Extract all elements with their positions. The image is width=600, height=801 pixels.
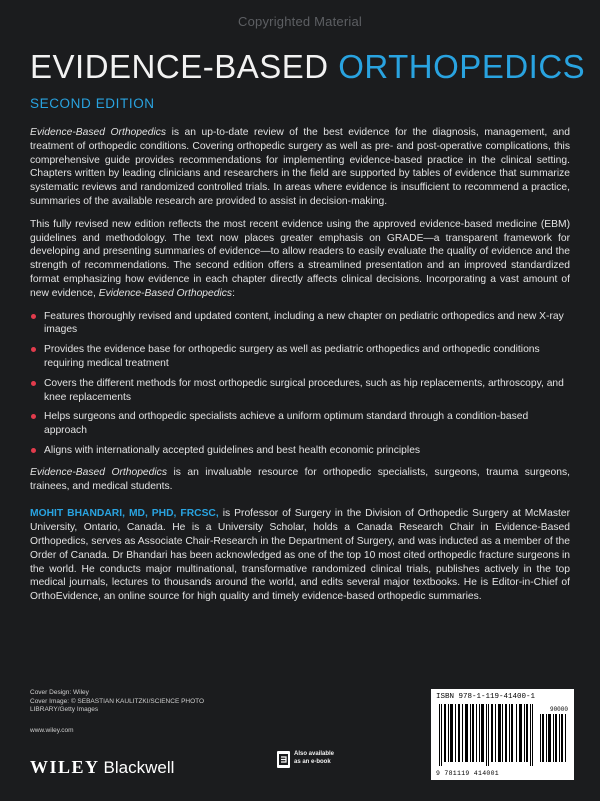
audience-text: is an invaluable resource for orthopedic specialists, surgeons, trauma surgeons, trainees, and medical students. bbox=[30, 466, 570, 492]
bullet-icon bbox=[31, 347, 36, 352]
wiley-wordmark: WILEY bbox=[30, 757, 100, 777]
publisher-website[interactable]: www.wiley.com bbox=[30, 727, 74, 734]
bullet-icon bbox=[31, 314, 36, 319]
author-name: MOHIT BHANDARI, MD, PHD, FRCSC, bbox=[30, 508, 219, 520]
book-title-italic: Evidence-Based Orthopedics bbox=[30, 466, 167, 478]
book-title bbox=[30, 48, 585, 86]
cover-design-credit: Cover Design: Wiley bbox=[30, 689, 89, 696]
title-part-1: EVIDENCE-BASED bbox=[30, 48, 339, 85]
ebook-line-2: as an e-book bbox=[294, 758, 331, 765]
intro-text: is an up-to-date review of the best evidence for the diagnosis, management, and treatment of orthopedic conditions. Covering orthopedic surgery as well as pre- and post-operative complications, this comprehensive guide provides recommendations for implementing evidence-based practice in the clinical setting. Chapters written by leading clinicians and researchers in the field are supported by tables of evidence that summarize systematic reviews and randomized controlled trials. In areas where evidence is insufficient to recommend a practice, summaries of the available research are provided to assist in decision-making. bbox=[30, 127, 570, 207]
feature-list bbox=[30, 310, 570, 458]
ebook-badge bbox=[277, 751, 334, 768]
list-item bbox=[30, 377, 570, 405]
barcode-icon bbox=[437, 704, 568, 766]
list-item bbox=[30, 310, 570, 338]
ebook-line-1: Also available bbox=[294, 751, 335, 757]
book-title-italic: Evidence-Based Orthopedics bbox=[98, 287, 233, 299]
bullet-icon bbox=[31, 414, 36, 419]
colon: : bbox=[232, 287, 235, 299]
barcode-number: 9 781119 414001 bbox=[436, 770, 500, 777]
list-item-text: Provides the evidence base for orthopedic surgery as well as pediatric orthopedics and orthopedic conditions requiring medical treatment bbox=[44, 344, 540, 369]
cover-credits bbox=[30, 689, 230, 715]
bio-text: is Professor of Surgery in the Division of Orthopedic Surgery at McMaster University, Ontario, Canada. He is a University Scholar, holds a Canada Research Chair in Evidence-Based Orthopedics, serves as Associate Chair-Research in the Department of Surgery, and was inducted as a member of the Order of Canada. Dr Bhandari has been acknowledged as one of the top 10 most cited orthopedic fracture surgeons in the world. He conducts major multinational, transformative randomized clinical trials, publishes actively in the top medical journals, lectures to thousands around the world, and edits several major textbooks. He is Editor-in-Chief of OrthoEvidence, an online source for high quality and timely evidence-based orthopedic summaries. bbox=[30, 508, 570, 603]
price-addon: 90000 bbox=[549, 706, 568, 713]
audience-paragraph bbox=[30, 466, 570, 494]
second-edition-paragraph bbox=[30, 218, 570, 301]
bullet-icon bbox=[31, 381, 36, 386]
book-title-italic: Evidence-Based Orthopedics bbox=[30, 127, 167, 138]
isbn-barcode bbox=[431, 689, 574, 780]
cover-image-credit: Cover Image: © SEBASTIAN KAULITZKI/SCIENCE PHOTO LIBRARY/Getty Images bbox=[30, 697, 205, 713]
edition-label: SECOND EDITION bbox=[30, 96, 155, 111]
publisher-logo bbox=[30, 757, 174, 778]
ebook-icon bbox=[277, 751, 290, 768]
isbn-label: ISBN 978-1-119-41400-1 bbox=[436, 693, 536, 701]
list-item-text: Features thoroughly revised and updated content, including a new chapter on pediatric orthopedics and new X-ray images bbox=[44, 310, 564, 336]
ebook-text bbox=[294, 751, 334, 766]
list-item bbox=[30, 343, 570, 371]
list-item bbox=[30, 444, 570, 458]
list-item-text: Aligns with internationally accepted guidelines and best health economic principles bbox=[44, 444, 421, 456]
blackwell-wordmark: Blackwell bbox=[103, 758, 175, 777]
edition-text: This fully revised new edition reflects the most recent evidence using the approved evidence-based medicine (EBM) guidelines and methodology. The text now places greater emphasis on GRADE—a transparent framework for developing and presenting summaries of evidence—to allow readers to easily evaluate the quality of evidence and the strength of recommendations. The second edition offers a streamlined presentation and an improved standardized format emphasizing how evidence in each chapter directly affects clinical decisions. Incorporating a vast amount of new evidence, bbox=[30, 218, 570, 299]
watermark: Copyrighted Material bbox=[238, 14, 362, 29]
list-item-text: Helps surgeons and orthopedic specialists achieve a uniform optimum standard through a condition-based approach bbox=[44, 411, 529, 437]
intro-paragraph bbox=[30, 126, 570, 209]
body-text bbox=[30, 126, 570, 613]
title-part-2: ORTHOPEDICS bbox=[338, 48, 586, 85]
bullet-icon bbox=[31, 448, 36, 453]
list-item bbox=[30, 410, 570, 438]
list-item-text: Covers the different methods for most orthopedic surgical procedures, such as hip replacements, arthroscopy, and knee replacements bbox=[44, 377, 564, 403]
author-bio bbox=[30, 507, 570, 604]
